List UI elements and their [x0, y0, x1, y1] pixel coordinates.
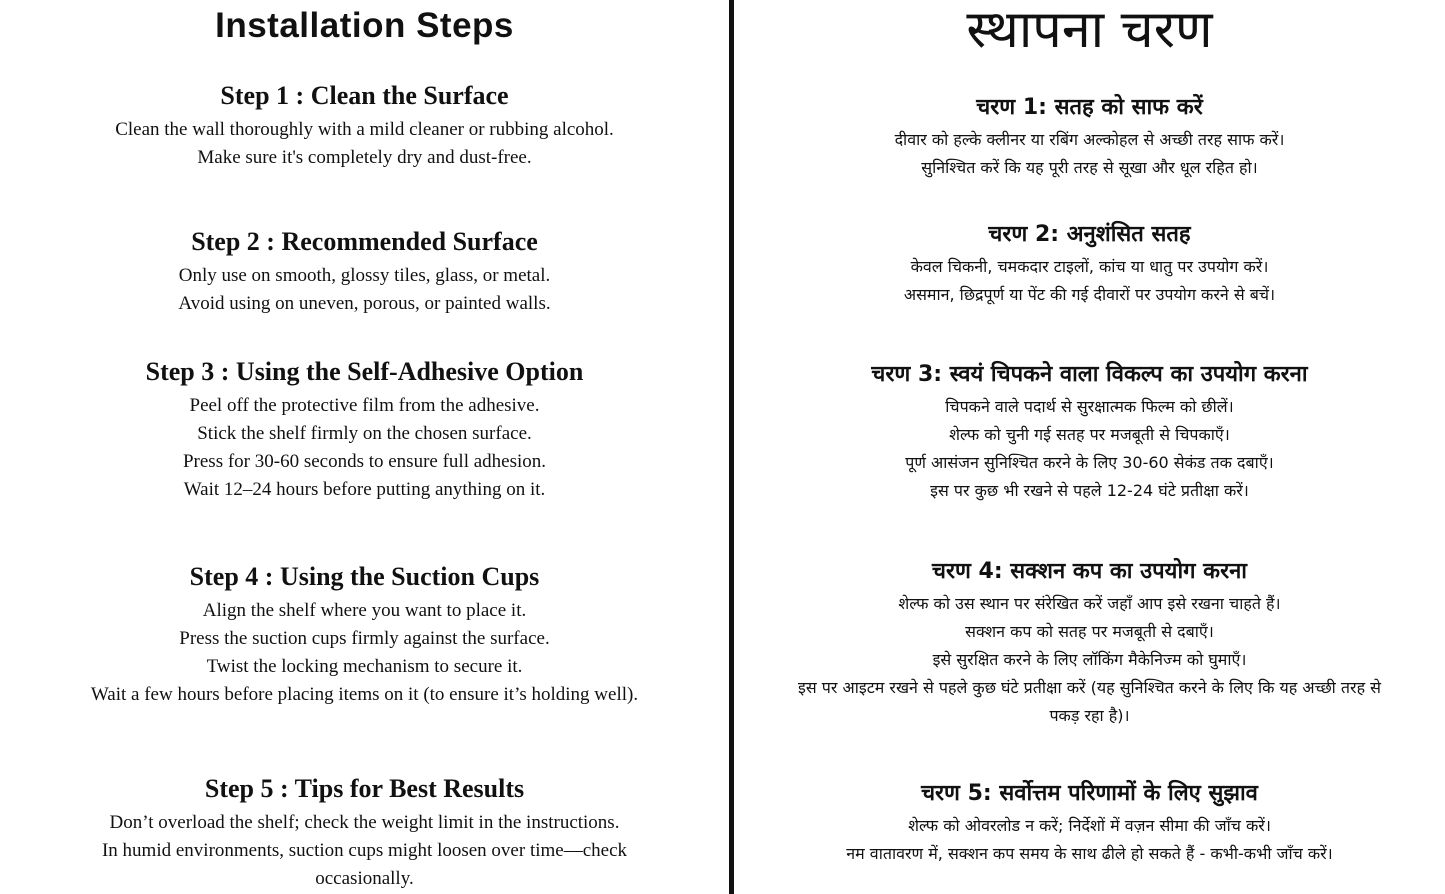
english-step-4 — [0, 561, 729, 709]
english-step-5-heading: Step 5 : Tips for Best Results — [204, 774, 525, 803]
hindi-step-5-line: नम वातावरण में, सक्शन कप समय के साथ ढीले हो सकते हैं - कभी-कभी जाँच करें। — [846, 844, 1333, 863]
english-step-1-line: Clean the wall thoroughly with a mild cleaner or rubbing alcohol. — [115, 119, 614, 140]
english-step-4-line: Wait a few hours before placing items on it (to ensure it’s holding well). — [90, 684, 639, 705]
hindi-step-5-heading: चरण 5: सर्वोत्तम परिणामों के लिए सुझाव — [921, 781, 1258, 806]
english-step-2-line: Avoid using on uneven, porous, or painted walls. — [178, 293, 551, 314]
english-step-3-line: Press for 30-60 seconds to ensure full adhesion. — [182, 451, 547, 472]
english-step-1-line: Make sure it's completely dry and dust-free. — [197, 147, 532, 168]
english-title: Installation Steps — [215, 6, 514, 45]
english-step-3-line: Wait 12–24 hours before putting anything on it. — [183, 479, 546, 500]
english-step-3-line: Stick the shelf firmly on the chosen surface. — [197, 423, 532, 444]
english-step-3-heading: Step 3 : Using the Self-Adhesive Option — [145, 357, 584, 386]
english-step-2-heading: Step 2 : Recommended Surface — [191, 227, 538, 256]
hindi-step-2 — [734, 219, 1445, 309]
hindi-step-2-line: असमान, छिद्रपूर्ण या पेंट की गई दीवारों पर उपयोग करने से बचें। — [903, 285, 1276, 304]
hindi-step-3 — [734, 359, 1445, 505]
hindi-step-4-line: सक्शन कप को सतह पर मजबूती से दबाएँ। — [965, 622, 1214, 641]
hindi-step-4-heading: चरण 4: सक्शन कप का उपयोग करना — [932, 559, 1247, 584]
hindi-step-4-line: शेल्फ को उस स्थान पर संरेखित करें जहाँ आप इसे रखना चाहते हैं। — [898, 594, 1281, 613]
english-step-1 — [0, 80, 729, 172]
hindi-column — [734, 0, 1445, 894]
hindi-step-3-line: इस पर कुछ भी रखने से पहले 12-24 घंटे प्रतीक्षा करें। — [930, 481, 1249, 500]
hindi-step-3-line: शेल्फ को चुनी गई सतह पर मजबूती से चिपकाएँ। — [949, 425, 1230, 444]
english-step-2 — [0, 226, 729, 318]
english-step-5-line: In humid environments, suction cups might loosen over time—check occasionally. — [101, 840, 628, 889]
hindi-step-1-line: दीवार को हल्के क्लीनर या रबिंग अल्कोहल से अच्छी तरह साफ करें। — [894, 130, 1285, 149]
hindi-step-4-line: इस पर आइटम रखने से पहले कुछ घंटे प्रतीक्षा करें (यह सुनिश्चित करने के लिए कि यह अच्छी तरह से पकड़ रहा है)। — [798, 678, 1381, 725]
hindi-step-2-heading: चरण 2: अनुशंसित सतह — [988, 222, 1191, 247]
hindi-step-4 — [734, 556, 1445, 730]
english-step-5-line: Don’t overload the shelf; check the weight limit in the instructions. — [109, 812, 620, 833]
hindi-step-3-heading: चरण 3: स्वयं चिपकने वाला विकल्प का उपयोग करना — [871, 362, 1308, 387]
english-step-5 — [0, 773, 729, 893]
hindi-step-1-line: सुनिश्चित करें कि यह पूरी तरह से सूखा और धूल रहित हो। — [921, 158, 1258, 177]
hindi-step-5-line: शेल्फ को ओवरलोड न करें; निर्देशों में वज़न सीमा की जाँच करें। — [908, 816, 1271, 835]
hindi-step-1 — [734, 92, 1445, 182]
english-step-3 — [0, 356, 729, 504]
hindi-step-2-line: केवल चिकनी, चमकदार टाइलों, कांच या धातु पर उपयोग करें। — [910, 257, 1269, 276]
hindi-step-3-line: पूर्ण आसंजन सुनिश्चित करने के लिए 30-60 सेकंड तक दबाएँ। — [905, 453, 1274, 472]
hindi-step-1-heading: चरण 1: सतह को साफ करें — [976, 95, 1203, 120]
hindi-title: स्थापना चरण — [966, 0, 1213, 60]
english-step-4-line: Twist the locking mechanism to secure it. — [206, 656, 523, 677]
english-step-4-line: Align the shelf where you want to place it. — [202, 600, 527, 621]
english-step-1-heading: Step 1 : Clean the Surface — [220, 81, 509, 110]
english-step-4-line: Press the suction cups firmly against the surface. — [179, 628, 550, 649]
english-step-4-heading: Step 4 : Using the Suction Cups — [189, 562, 540, 591]
hindi-step-5 — [734, 778, 1445, 868]
hindi-step-3-line: चिपकने वाले पदार्थ से सुरक्षात्मक फिल्म को छीलें। — [945, 397, 1234, 416]
hindi-step-4-line: इसे सुरक्षित करने के लिए लॉकिंग मैकेनिज्म को घुमाएँ। — [932, 650, 1247, 669]
english-step-3-line: Peel off the protective film from the adhesive. — [189, 395, 540, 416]
english-step-2-line: Only use on smooth, glossy tiles, glass, or metal. — [178, 265, 551, 286]
